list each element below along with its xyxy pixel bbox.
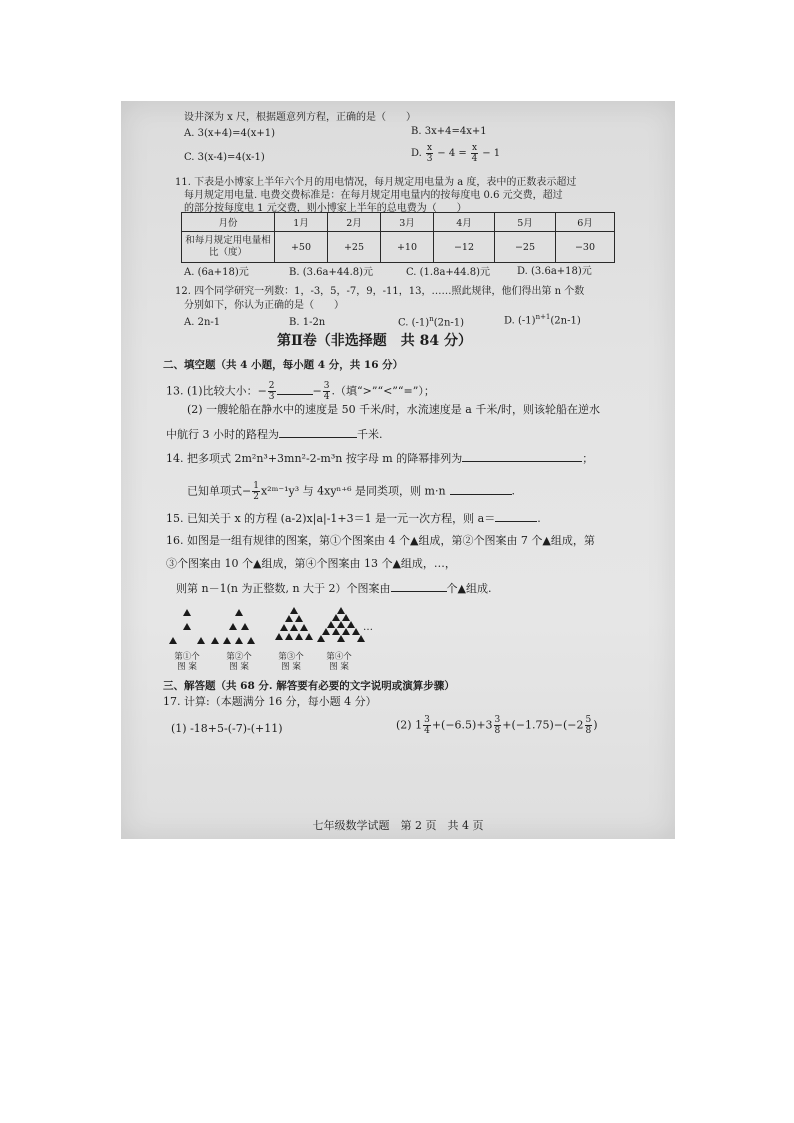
q12-option-c: C. $(-1)^n(2n-1)$: [398, 315, 465, 329]
table-cell: −30: [556, 232, 615, 263]
table-header: 6月: [556, 213, 615, 232]
q11-option-d: D. (3.6a+18)元: [517, 266, 592, 277]
q11-option-b: B. (3.6a+44.8)元: [289, 267, 374, 278]
triangle-icon: [235, 637, 243, 644]
triangle-icon: [235, 609, 243, 616]
page-footer: 七年级数学试题 第 2 页 共 4 页: [312, 819, 484, 832]
q10-stem: 设井深为 x 尺，根据题意列方程，正确的是（ ）: [184, 112, 416, 123]
q16-line3: 则第 n－1(n 为正整数, n 大于 2）个图案由 个▲组成.: [176, 582, 492, 595]
q17-part2: (2) 1 $\frac{3}{4}$ +(−6.5)+3 $\frac{3}{8}$ +(−1.75)−(−2 $\frac{5}{8}$ ): [396, 715, 598, 736]
q17-title: 17. 计算:（本题满分 16 分，每小题 4 分）: [163, 695, 377, 708]
q14-line2: 已知单项式− $\frac{1}{2}$ x²ᵐ⁻¹y³ 与 4xyⁿ⁺⁶ 是同类项，则 m·n .: [187, 481, 516, 502]
table-cell: −25: [495, 232, 556, 263]
q11-line2: 每月规定用电量. 电费交费标准是：在每月规定用电量内的按每度电 0.6 元交费，超过: [184, 190, 563, 201]
table-header: 1月: [275, 213, 328, 232]
table-header: 月份: [182, 213, 275, 232]
triangle-icon: [342, 628, 350, 635]
q16-line2: ③个图案由 10 个▲组成，第④个图案由 13 个▲组成，…，: [166, 557, 456, 570]
q10-option-a: A. 3(x+4)=4(x+1): [184, 128, 276, 139]
figure-caption: 第③个 图 案: [278, 652, 304, 672]
triangle-icon: [332, 614, 340, 621]
q14-line1: 14. 把多项式 2m²n³+3mn²-2-m³n 按字母 m 的降幂排列为 ；: [166, 452, 594, 465]
triangle-icon: [347, 621, 355, 628]
triangle-icon: [285, 615, 293, 622]
triangle-icon: [295, 633, 303, 640]
triangle-icon: [327, 621, 335, 628]
q10-option-c: C. 3(x-4)=4(x-1): [184, 152, 265, 163]
fill-section-title: 二、填空题（共 4 小题，每小题 4 分，共 16 分）: [163, 359, 404, 371]
triangle-icon: [229, 623, 237, 630]
triangle-icon: [337, 621, 345, 628]
q17-part1: (1) -18+5-(-7)-(+11): [171, 722, 283, 735]
table-header: 5月: [495, 213, 556, 232]
table-row-label: 和每月规定用电量相比（度）: [182, 232, 275, 263]
figure-caption: 第②个 图 案: [226, 652, 252, 672]
figures-ellipsis: …: [363, 622, 373, 633]
triangle-icon: [183, 623, 191, 630]
table-cell: +10: [381, 232, 434, 263]
q12-option-d: D. $(-1)^{n+1}(2n-1)$: [504, 313, 581, 327]
q13-part2-line1: (2) 一艘轮船在静水中的速度是 50 千米/时，水流速度是 a 千米/时，则该轮船在逆水: [187, 403, 601, 416]
triangle-icon: [211, 637, 219, 644]
table-header: 4月: [434, 213, 495, 232]
q12-line1: 12. 四个同学研究一列数：1，-3，5，-7，9，-11，13，……照此规律，他们得出第 n 个数: [175, 286, 585, 297]
q11-line1: 11. 下表是小博家上半年六个月的用电情况，每月规定用电量为 a 度，表中的正数表示超过: [175, 177, 577, 188]
q11-option-a: A. (6a+18)元: [184, 267, 249, 278]
pattern-figure-4: [317, 607, 365, 651]
triangle-icon: [332, 628, 340, 635]
figure-caption: 第④个 图 案: [326, 652, 352, 672]
triangle-icon: [285, 633, 293, 640]
triangle-icon: [305, 633, 313, 640]
q10-option-b: B. 3x+4=4x+1: [411, 126, 487, 137]
electricity-usage-table: [181, 212, 615, 263]
triangle-icon: [322, 628, 330, 635]
pattern-figure-2: [219, 609, 263, 649]
triangle-icon: [290, 624, 298, 631]
triangle-icon: [197, 637, 205, 644]
triangle-icon: [352, 628, 360, 635]
table-cell: −12: [434, 232, 495, 263]
q13-part2-line2: 中航行 3 小时的路程为 千米.: [166, 428, 383, 441]
triangle-icon: [183, 609, 191, 616]
pattern-figure-3: [271, 607, 317, 651]
q12-option-a: A. 2n-1: [184, 317, 221, 328]
triangle-icon: [290, 607, 298, 614]
answer-section-title: 三、解答题（共 68 分. 解答要有必要的文字说明或演算步骤）: [163, 680, 455, 692]
triangle-icon: [241, 623, 249, 630]
q15: 15. 已知关于 x 的方程 (a-2)x|a|-1+3＝1 是一元一次方程，则 a＝ .: [166, 512, 541, 525]
q13-part1: 13. (1)比较大小：− $\frac{2}{3}$ − $\frac{3}{4}$ .（填“>”“<”“=”）；: [166, 381, 435, 402]
pattern-figure-1: [167, 609, 207, 649]
triangle-icon: [295, 615, 303, 622]
triangle-icon: [317, 635, 325, 642]
triangle-icon: [300, 624, 308, 631]
triangle-icon: [337, 607, 345, 614]
triangle-icon: [342, 614, 350, 621]
triangle-icon: [357, 635, 365, 642]
triangle-icon: [280, 624, 288, 631]
table-cell: +50: [275, 232, 328, 263]
q12-line2: 分别如下，你认为正确的是（ ）: [184, 300, 344, 311]
table-header: 2月: [328, 213, 381, 232]
table-cell: +25: [328, 232, 381, 263]
q11-option-c: C. (1.8a+44.8)元: [406, 267, 490, 278]
table-header: 3月: [381, 213, 434, 232]
exam-page-photo: [121, 101, 675, 839]
triangle-icon: [169, 637, 177, 644]
triangle-icon: [337, 635, 345, 642]
q11-line3: 的部分按每度电 1 元交费，则小博家上半年的总电费为（ ）: [184, 203, 467, 214]
q10-option-d: D. $\frac{x}{3}$ − 4 = $\frac{x}{4}$ − 1: [411, 143, 501, 164]
part2-title: 第Ⅱ卷（非选择题 共 84 分）: [277, 333, 473, 349]
q16-line1: 16. 如图是一组有规律的图案，第①个图案由 4 个▲组成，第②个图案由 7 个▲组成，第: [166, 534, 595, 547]
figure-caption: 第①个 图 案: [174, 652, 200, 672]
triangle-icon: [275, 633, 283, 640]
q12-option-b: B. 1-2n: [289, 317, 326, 328]
triangle-icon: [223, 637, 231, 644]
triangle-icon: [247, 637, 255, 644]
